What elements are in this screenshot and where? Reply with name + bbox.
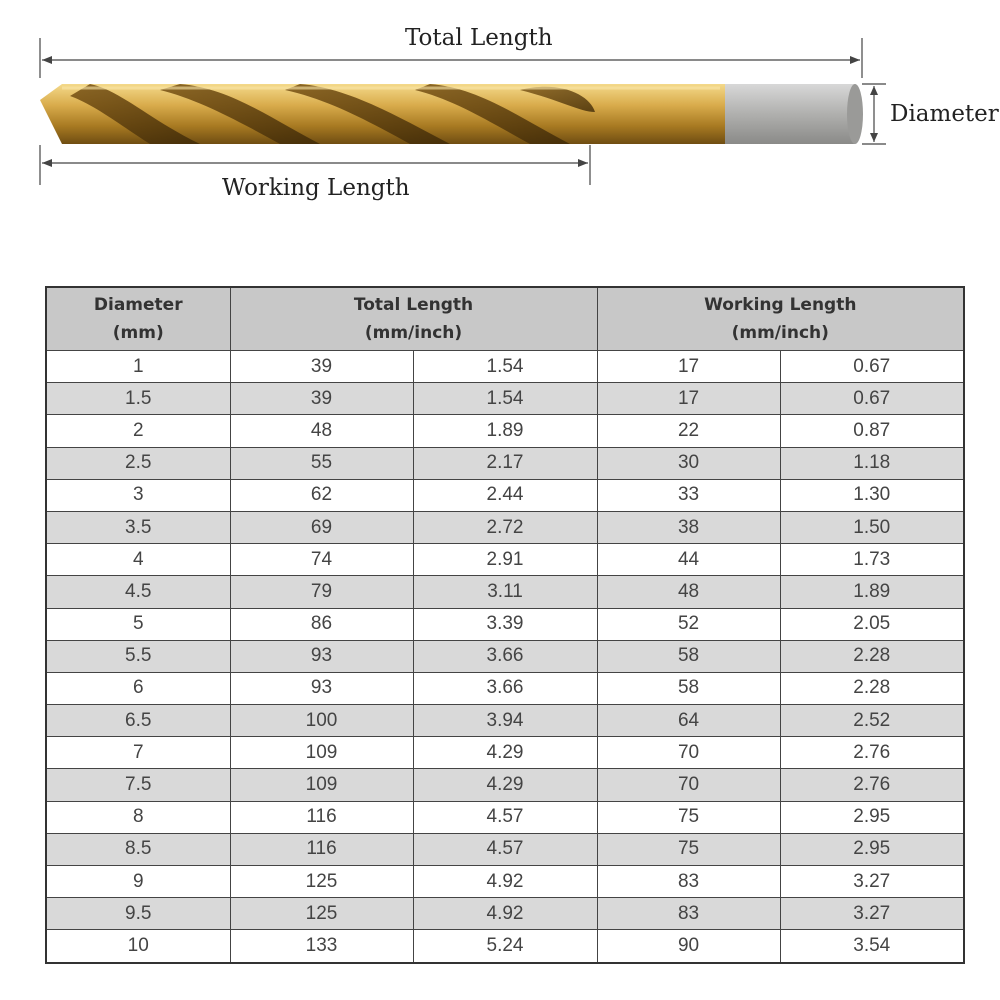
cell-working-inch: 1.18: [780, 447, 964, 479]
cell-working-mm: 22: [597, 415, 780, 447]
cell-working-mm: 17: [597, 351, 780, 383]
cell-diameter: 9.5: [46, 898, 230, 930]
cell-total-inch: 2.72: [413, 511, 597, 543]
header-total-length-title: Total Length: [353, 295, 474, 315]
cell-working-inch: 3.27: [780, 898, 964, 930]
cell-total-inch: 4.29: [413, 737, 597, 769]
cell-total-mm: 125: [230, 866, 413, 898]
cell-diameter: 3: [46, 479, 230, 511]
table-row: [46, 511, 964, 543]
cell-total-mm: 133: [230, 930, 413, 963]
cell-working-mm: 75: [597, 833, 780, 865]
cell-working-inch: 2.05: [780, 608, 964, 640]
cell-working-mm: 30: [597, 447, 780, 479]
table-row: [46, 351, 964, 383]
cell-total-mm: 116: [230, 801, 413, 833]
cell-diameter: 1.5: [46, 383, 230, 415]
cell-total-inch: 3.39: [413, 608, 597, 640]
cell-total-mm: 93: [230, 672, 413, 704]
drill-bit: [40, 84, 863, 144]
table-row: [46, 898, 964, 930]
cell-total-inch: 1.89: [413, 415, 597, 447]
table-row: [46, 447, 964, 479]
cell-total-mm: 109: [230, 737, 413, 769]
cell-total-mm: 55: [230, 447, 413, 479]
cell-working-inch: 1.89: [780, 576, 964, 608]
cell-diameter: 2: [46, 415, 230, 447]
cell-working-mm: 83: [597, 866, 780, 898]
table-header-row: [46, 287, 964, 351]
cell-working-inch: 2.28: [780, 640, 964, 672]
cell-total-mm: 86: [230, 608, 413, 640]
cell-diameter: 6.5: [46, 705, 230, 737]
drill-size-table: [45, 286, 965, 964]
table-row: [46, 383, 964, 415]
cell-working-mm: 70: [597, 737, 780, 769]
total-length-label: Total Length: [405, 25, 553, 51]
cell-working-inch: 0.87: [780, 415, 964, 447]
cell-working-inch: 0.67: [780, 383, 964, 415]
header-diameter-unit: (mm): [112, 323, 164, 343]
cell-working-inch: 0.67: [780, 351, 964, 383]
table-row: [46, 576, 964, 608]
table-row: [46, 866, 964, 898]
cell-diameter: 9: [46, 866, 230, 898]
cell-working-inch: 2.52: [780, 705, 964, 737]
cell-total-inch: 4.92: [413, 898, 597, 930]
cell-working-inch: 3.27: [780, 866, 964, 898]
cell-working-inch: 2.28: [780, 672, 964, 704]
cell-total-mm: 125: [230, 898, 413, 930]
cell-total-mm: 39: [230, 383, 413, 415]
cell-total-inch: 3.66: [413, 640, 597, 672]
table-body: [46, 351, 964, 963]
cell-total-inch: 3.66: [413, 672, 597, 704]
working-length-label: Working Length: [222, 175, 410, 201]
header-working-length-unit: (mm/inch): [731, 323, 829, 343]
header-total-length-unit: (mm/inch): [364, 323, 463, 343]
cell-total-inch: 4.29: [413, 769, 597, 801]
cell-total-mm: 93: [230, 640, 413, 672]
cell-total-inch: 4.57: [413, 801, 597, 833]
cell-total-inch: 5.24: [413, 930, 597, 963]
cell-diameter: 8.5: [46, 833, 230, 865]
cell-diameter: 4: [46, 544, 230, 576]
cell-diameter: 8: [46, 801, 230, 833]
cell-total-inch: 3.94: [413, 705, 597, 737]
cell-working-mm: 38: [597, 511, 780, 543]
table-row: [46, 737, 964, 769]
diameter-dimension: [862, 84, 886, 144]
cell-total-inch: 4.92: [413, 866, 597, 898]
cell-total-mm: 116: [230, 833, 413, 865]
cell-working-mm: 52: [597, 608, 780, 640]
cell-working-mm: 64: [597, 705, 780, 737]
cell-total-inch: 4.57: [413, 833, 597, 865]
table-row: [46, 544, 964, 576]
table-row: [46, 608, 964, 640]
cell-working-mm: 58: [597, 640, 780, 672]
table-row: [46, 640, 964, 672]
cell-diameter: 2.5: [46, 447, 230, 479]
table-row: [46, 672, 964, 704]
table-row: [46, 415, 964, 447]
cell-working-mm: 48: [597, 576, 780, 608]
table-row: [46, 479, 964, 511]
cell-working-inch: 2.95: [780, 833, 964, 865]
cell-total-inch: 1.54: [413, 351, 597, 383]
table-row: [46, 705, 964, 737]
header-total-length: [230, 287, 597, 351]
diameter-label: Diameter: [890, 101, 999, 127]
cell-diameter: 7: [46, 737, 230, 769]
cell-total-mm: 74: [230, 544, 413, 576]
cell-diameter: 4.5: [46, 576, 230, 608]
cell-working-inch: 2.76: [780, 737, 964, 769]
cell-total-mm: 100: [230, 705, 413, 737]
table-row: [46, 769, 964, 801]
cell-working-inch: 2.95: [780, 801, 964, 833]
cell-total-inch: 1.54: [413, 383, 597, 415]
table-row: [46, 801, 964, 833]
cell-total-inch: 2.17: [413, 447, 597, 479]
cell-working-mm: 17: [597, 383, 780, 415]
cell-total-mm: 48: [230, 415, 413, 447]
cell-working-mm: 58: [597, 672, 780, 704]
cell-diameter: 5.5: [46, 640, 230, 672]
header-working-length: [597, 287, 964, 351]
cell-working-mm: 44: [597, 544, 780, 576]
cell-working-mm: 70: [597, 769, 780, 801]
header-diameter: [46, 287, 230, 351]
cell-total-mm: 109: [230, 769, 413, 801]
cell-diameter: 1: [46, 351, 230, 383]
cell-total-mm: 79: [230, 576, 413, 608]
cell-working-mm: 33: [597, 479, 780, 511]
cell-diameter: 10: [46, 930, 230, 963]
cell-total-inch: 3.11: [413, 576, 597, 608]
cell-working-inch: 1.30: [780, 479, 964, 511]
cell-diameter: 3.5: [46, 511, 230, 543]
header-working-length-title: Working Length: [704, 295, 857, 315]
cell-working-mm: 83: [597, 898, 780, 930]
cell-working-inch: 1.50: [780, 511, 964, 543]
cell-diameter: 5: [46, 608, 230, 640]
header-diameter-title: Diameter: [93, 295, 183, 315]
cell-total-mm: 69: [230, 511, 413, 543]
table-row: [46, 833, 964, 865]
cell-total-inch: 2.91: [413, 544, 597, 576]
table-row: [46, 930, 964, 963]
cell-working-inch: 1.73: [780, 544, 964, 576]
cell-total-inch: 2.44: [413, 479, 597, 511]
cell-working-inch: 2.76: [780, 769, 964, 801]
cell-working-mm: 90: [597, 930, 780, 963]
cell-diameter: 6: [46, 672, 230, 704]
cell-working-mm: 75: [597, 801, 780, 833]
drill-bit-diagram: [0, 0, 1000, 230]
cell-working-inch: 3.54: [780, 930, 964, 963]
cell-total-mm: 39: [230, 351, 413, 383]
cell-diameter: 7.5: [46, 769, 230, 801]
cell-total-mm: 62: [230, 479, 413, 511]
